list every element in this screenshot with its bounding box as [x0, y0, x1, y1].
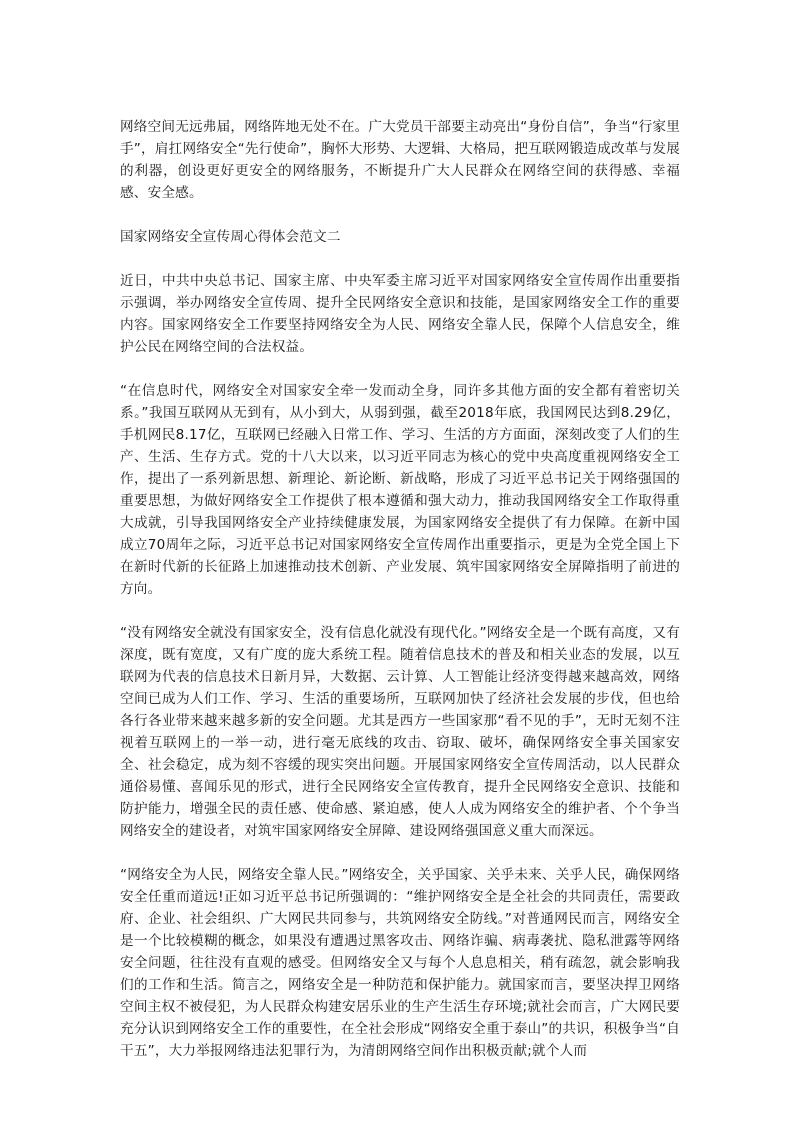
document-page [120, 116, 680, 1062]
section-heading: 国家网络安全宣传周心得体会范文二 [120, 229, 341, 245]
paragraph-gap [120, 204, 680, 226]
paragraph-gap [120, 842, 680, 864]
paragraph-3: “没有网络安全就没有国家安全，没有信息化就没有现代化。”网络安全是一个既有高度，又有深度，既有宽度，又有广度的庞大系统工程。随着信息技术的普及和相关业态的发展，以互联网为代表的信息技术日新月异，大数据、云计算、人工智能让经济变得越来越高效，网络空间已成为人们工作、学习、生活的重要场所，互联网加快了经济社会发展的步伐，但也给各行各业带来越来越多新的安全问题。尤其是西方一些国家那“看不见的手”，无时无刻不注视着互联网上的一举一动，进行毫无底线的攻击、窃取、破坏，确保网络安全事关国家安全、社会稳定，成为刻不容缓的现实突出问题。开展国家网络安全宣传周活动，以人民群众通俗易懂、喜闻乐见的形式，进行全民网络安全宣传教育，提升全民网络安全意识、技能和防护能力，增强全民的责任感、使命感、紧迫感，使人人成为网络安全的维护者、个个争当网络安全的建设者，对筑牢国家网络安全屏障、建设网络强国意义重大而深远。 [120, 625, 680, 839]
paragraph-gap [120, 600, 680, 622]
paragraph-2: “在信息时代，网络安全对国家安全牵一发而动全身，同许多其他方面的安全都有着密切关系。”我国互联网从无到有，从小到大，从弱到强，截至2018年底，我国网民达到8.29亿，手机网民8.17亿，互联网已经融入日常工作、学习、生活的方方面面，深刻改变了人们的生产、生活、生存方式。党的十八大以来，以习近平同志为核心的党中央高度重视网络安全工作，提出了一系列新思想、新理论、新论断、新战略，形成了习近平总书记关于网络强国的重要思想，为做好网络安全工作提供了根本遵循和强大动力，推动我国网络安全工作取得重大成就，引导我国网络安全产业持续健康发展，为国家网络安全提供了有力保障。在新中国成立70周年之际，习近平总书记对国家网络安全宣传周作出重要指示，更是为全党全国上下在新时代新的长征路上加速推动技术创新、产业发展、筑牢国家网络安全屏障指明了前进的方向。 [120, 383, 680, 597]
paragraph-1: 近日，中共中央总书记、国家主席、中央军委主席习近平对国家网络安全宣传周作出重要指示强调，举办网络安全宣传周、提升全民网络安全意识和技能，是国家网络安全工作的重要内容。国家网络安全工作要坚持网络安全为人民、网络安全靠人民，保障个人信息安全，维护公民在网络空间的合法权益。 [120, 273, 680, 355]
paragraph-4: “网络安全为人民，网络安全靠人民。”网络安全，关乎国家、关乎未来、关乎人民，确保网络安全任重而道远!正如习近平总书记所强调的：“维护网络安全是全社会的共同责任，需要政府、企业、社会组织、广大网民共同参与，共筑网络安全防线。”对普通网民而言，网络安全是一个比较模糊的概念，如果没有遭遇过黑客攻击、网络诈骗、病毒袭扰、隐私泄露等网络安全问题，往往没有直观的感受。但网络安全又与每个人息息相关，稍有疏忽，就会影响我们的工作和生活。简言之，网络安全是一种防范和保护能力。就国家而言，要坚决捍卫网络空间主权不被侵犯，为人民群众构建安居乐业的生产生活生存环境;就社会而言，广大网民要充分认识到网络安全工作的重要性，在全社会形成“网络安全重于泰山”的共识，积极争当“自干五”，大力举报网络违法犯罪行为，为清朗网络空间作出积极贡献;就个人而 [120, 867, 680, 1059]
paragraph-gap [120, 248, 680, 270]
paragraph-intro: 网络空间无远弗届，网络阵地无处不在。广大党员干部要主动亮出“身份自信”，争当“行家里手”，肩扛网络安全“先行使命”，胸怀大形势、大逻辑、大格局，把互联网锻造成改革与发展的利器，创设更好更安全的网络服务，不断提升广大人民群众在网络空间的获得感、幸福感、安全感。 [120, 119, 680, 201]
paragraph-gap [120, 358, 680, 380]
